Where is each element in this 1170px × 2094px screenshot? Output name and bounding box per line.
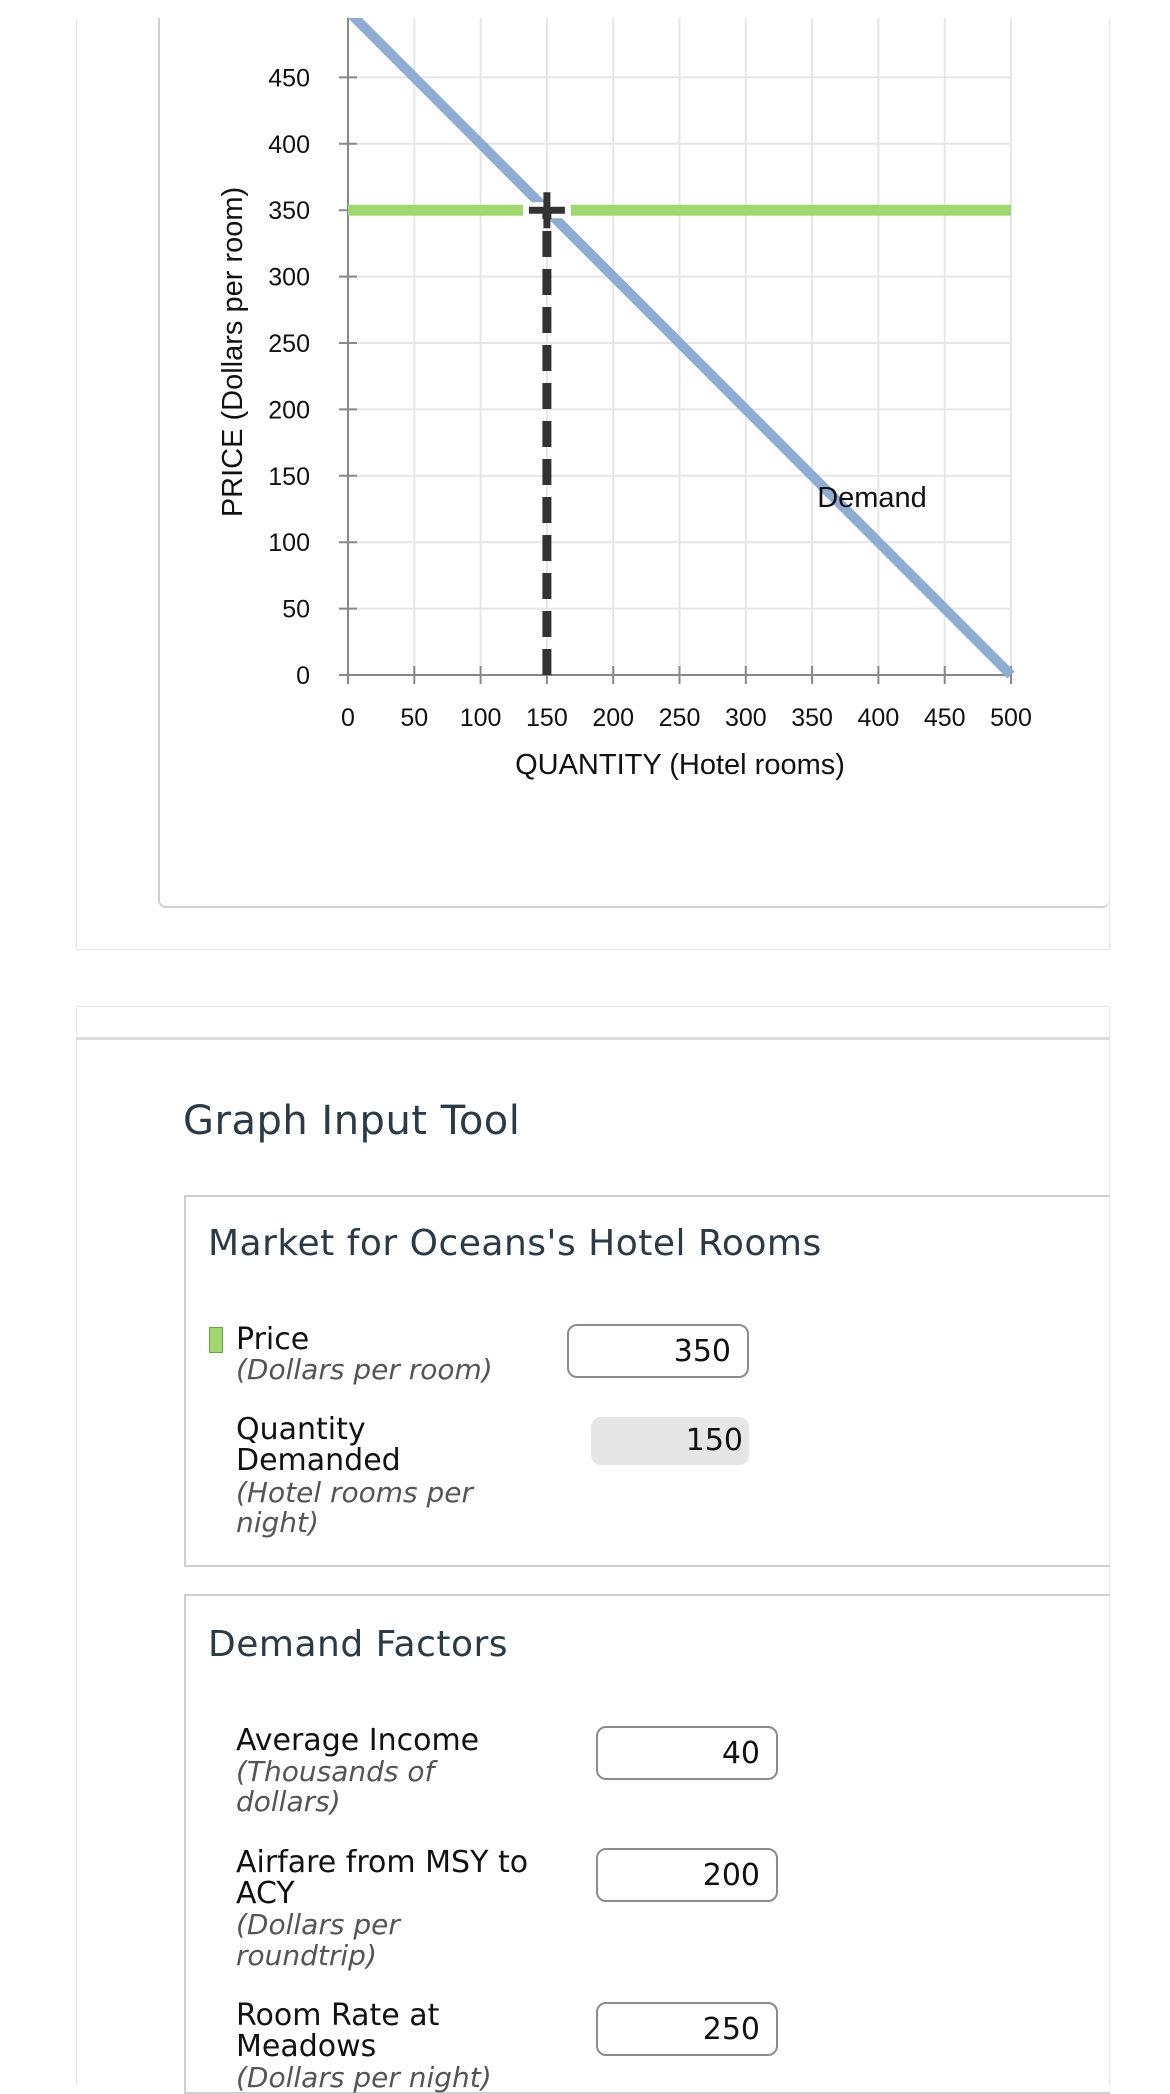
quantity-demanded-unit-line1: (Hotel rooms per [236, 1476, 474, 1509]
top-crop [0, 0, 1170, 18]
airfare-unit-line2: roundtrip) [236, 1939, 377, 1972]
y-tick-label: 450 [268, 64, 310, 93]
average-income-label: Average Income [236, 1723, 480, 1758]
x-tick-label: 250 [658, 704, 701, 732]
y-tick-label: 350 [268, 197, 310, 226]
y-tick-label: 50 [282, 595, 310, 624]
x-axis-title: QUANTITY (Hotel rooms) [515, 749, 845, 781]
demand-factors-title: Demand Factors [208, 1624, 509, 1665]
quantity-demanded-value: 150 [591, 1417, 749, 1465]
y-tick-label: 200 [268, 396, 310, 425]
chart-series [0, 0, 1170, 675]
price-input[interactable] [567, 1324, 749, 1378]
y-tick-label: 300 [268, 263, 310, 292]
market-section-title: Market for Oceans's Hotel Rooms [208, 1223, 822, 1264]
demand-curve-label: Demand [817, 482, 927, 514]
graph-input-tool-title: Graph Input Tool [183, 1098, 521, 1144]
average-income-unit-line2: dollars) [236, 1785, 341, 1818]
quantity-demanded-unit-line2: night) [236, 1506, 319, 1539]
room-rate-label-line2: Meadows [236, 2029, 377, 2064]
demand-chart[interactable] [0, 0, 1170, 900]
x-tick-label: 50 [400, 704, 429, 732]
price-label: Price [236, 1322, 310, 1357]
x-tick-label: 350 [791, 704, 833, 732]
y-axis-title: PRICE (Dollars per room) [217, 186, 249, 518]
x-tick-label: 150 [526, 704, 568, 732]
x-tick-label: 450 [923, 704, 966, 732]
y-tick-label: 0 [296, 662, 310, 690]
average-income-unit-line1: (Thousands of [236, 1755, 435, 1788]
airfare-input[interactable] [596, 1848, 778, 1902]
y-tick-label: 100 [268, 529, 310, 558]
x-tick-label: 200 [592, 704, 635, 732]
room-rate-label-line1: Room Rate at [236, 1998, 440, 2033]
x-tick-label: 500 [990, 704, 1032, 732]
y-tick-label: 250 [268, 330, 310, 358]
x-tick-label: 300 [724, 704, 767, 732]
x-tick-label: 0 [341, 704, 355, 732]
price-legend-swatch [209, 1327, 223, 1353]
average-income-input[interactable] [596, 1726, 778, 1780]
chart-ticks [268, 64, 1032, 732]
room-rate-unit: (Dollars per night) [236, 2061, 492, 2094]
y-tick-label: 150 [268, 462, 310, 491]
room-rate-input[interactable] [596, 2002, 778, 2056]
panel-divider [76, 1037, 1110, 1040]
x-tick-label: 100 [459, 704, 502, 732]
airfare-label-line2: ACY [236, 1876, 295, 1911]
quantity-demanded-label-line2: Demanded [236, 1443, 401, 1478]
x-tick-label: 400 [857, 704, 900, 732]
price-unit: (Dollars per room) [236, 1353, 493, 1386]
y-tick-label: 400 [268, 130, 310, 159]
quantity-demanded-label-line1: Quantity [236, 1412, 366, 1447]
airfare-label-line1: Airfare from MSY to [236, 1845, 529, 1880]
airfare-unit-line1: (Dollars per [236, 1908, 400, 1941]
